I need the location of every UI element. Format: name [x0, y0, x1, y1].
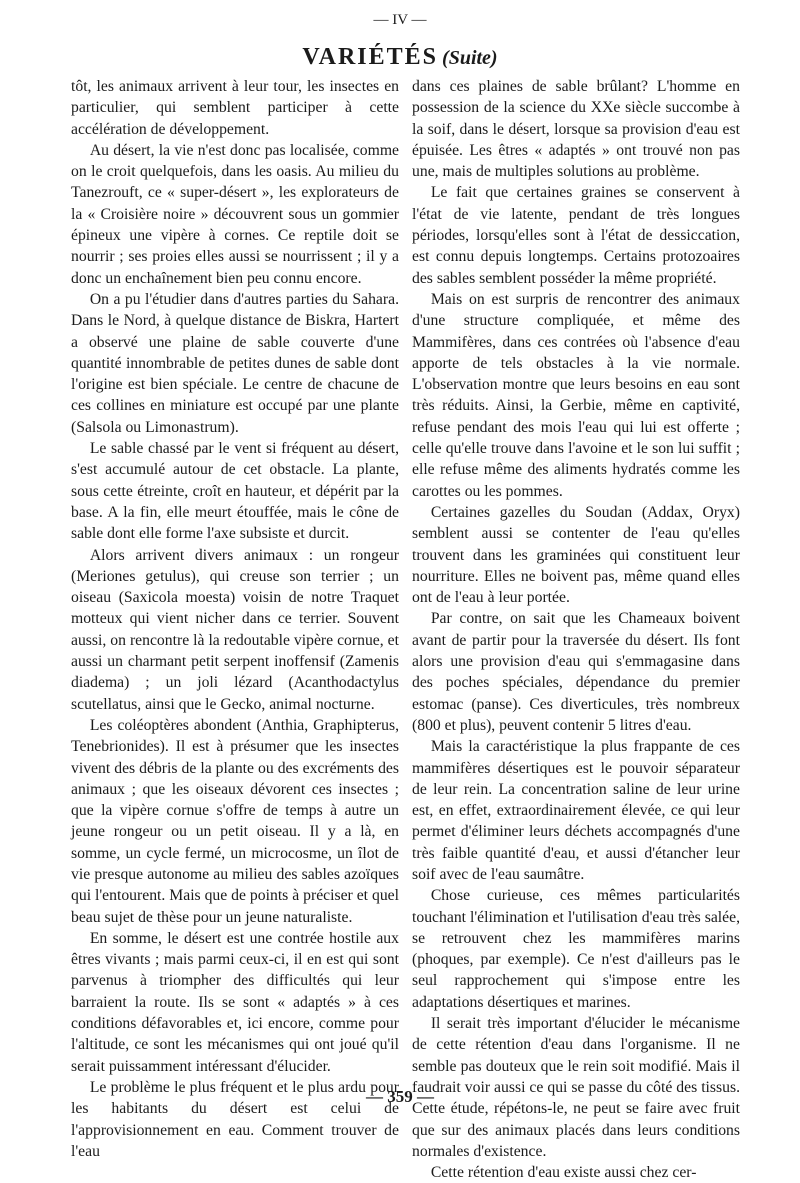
- page-number: — 359 —: [366, 1087, 434, 1106]
- paragraph: Mais la caractéristique la plus frappante de ces mammifères désertiques est le pouvoir séparateur de leur rein. La concentration saline de leur urine est, en effet, extraordinairement élevée, ce qui leur permet d'éliminer leurs déchets accompagnés d'une très faible quantité d'eau, et aussi d'étancher leur soif avec de l'eau saumâtre.: [412, 738, 740, 883]
- paragraph: On a pu l'étudier dans d'autres parties du Sahara. Dans le Nord, à quelque distance de Biskra, Hartert a observé une plaine de sable couverte d'une quantité innombrable de petites dunes de sable dont l'origine est bien spéciale. Le centre de chacune de ces collines en miniature est occupé par une plante (Salsola ou Limonastrum).: [71, 290, 399, 436]
- title-main: VARIÉTÉS: [302, 44, 439, 70]
- paragraph: Les coléoptères abondent (Anthia, Graphipterus, Tenebrionides). Il est à présumer que les insectes vivent des débris de la plante ou des excréments des animaux ; que les oiseaux dévorent ces insectes ; que la vipère cornue s'offre de temps à autre un jeune rongeur ou un petit oiseau. Il y a là, en somme, un cycle fermé, un microcosme, un îlot de vie presque autonome au milieu des sables azoïques qui l'entourent. Mais que de points à préciser et quel beau sujet de thèse pour un jeune naturaliste.: [71, 716, 399, 926]
- paragraph: tôt, les animaux arrivent à leur tour, les insectes en particulier, qui semblent participer à cette accélération de développement.: [71, 78, 399, 138]
- paragraph: Mais on est surpris de rencontrer des animaux d'une structure compliquée, et même des Mammifères, dans ces contrées où l'absence d'eau apporte de tels obstacles à la vie normale. L'observation montre que leurs besoins en eau sont très réduits. Ainsi, la Gerbie, même en captivité, refuse pendant des mois l'eau qui lui est offerte ; celle qu'elle trouve dans l'avoine et le son lui suffit ; elle refuse même des aliments hydratés comme les carottes ou les pommes.: [412, 290, 740, 500]
- paragraph: Chose curieuse, ces mêmes particularités touchant l'élimination et l'utilisation d'eau très salée, se retrouvent chez les mammifères marins (phoques, par exemple). Ce n'est d'ailleurs pas le seul rapprochement qui s'impose entre les adaptations désertiques et marines.: [412, 887, 740, 1011]
- paragraph: Le problème le plus fréquent et le plus ardu pour les habitants du désert est celui de l'approvisionnement en eau. Comment trouver de l'eau: [71, 1078, 399, 1160]
- title-subtitle: (Suite): [442, 47, 498, 69]
- paragraph: Au désert, la vie n'est donc pas localisée, comme on le croit quelquefois, dans les oasis. Au milieu du Tanezrouft, ce « super-désert », les explorateurs de la « Croisière noire » découvrent sous un gommier épineux une vipère à cornes. Ce reptile doit se nourrir ; ses proies elles aussi se nourrissent ; il y a donc un enchaînement bien peu connu encore.: [71, 141, 399, 287]
- paragraph: Certaines gazelles du Soudan (Addax, Oryx) semblent aussi se contenter de l'eau qu'elles trouvent dans les graminées qui constituent leur nourriture. Elles ne boivent pas, même quand elles ont de l'eau à leur portée.: [412, 503, 740, 607]
- paragraph: Le fait que certaines graines se conservent à l'état de vie latente, pendant de très longues périodes, lorsqu'elles sont à l'état de dessiccation, est connu depuis longtemps. Certains protozoaires des sables semblent posséder la même propriété.: [412, 184, 740, 287]
- paragraph: Cette rétention d'eau existe aussi chez cer-: [430, 1164, 697, 1182]
- right-column: [412, 76, 740, 1183]
- section-title: [0, 44, 800, 71]
- page-marker: — IV —: [373, 12, 427, 28]
- left-column: [71, 76, 399, 1162]
- paragraph: dans ces plaines de sable brûlant? L'homme en possession de la science du XXe siècle succombe à la soif, dans le désert, lorsque sa provision d'eau est épuisée. Les êtres « adaptés » ont trouvé non pas une, mais de multiples solutions au problème.: [412, 78, 740, 181]
- paragraph: Il serait très important d'élucider le mécanisme de cette rétention d'eau dans l'organisme. Il ne semble pas douteux que le rein soit modifié. Mais il faudrait voir aussi ce qui se passe du côté des tissus. Cette étude, répétons-le, ne peut se faire avec fruit que sur des animaux placés dans leurs conditions normales d'existence.: [412, 1015, 740, 1160]
- paragraph: Le sable chassé par le vent si fréquent au désert, s'est accumulé autour de cet obstacle. La plante, sous cette étreinte, croît en hauteur, et dépérit par la base. A la fin, elle meurt étouffée, mais le cône de sable dont elle forme l'axe subsiste et durcit.: [71, 440, 399, 543]
- paragraph: En somme, le désert est une contrée hostile aux êtres vivants ; mais parmi ceux-ci, il en est qui sont parvenus à triompher des difficultés qui leur barraient la route. Ils se sont « adaptés » à ces conditions défavorables et, ici encore, comme pour l'altitude, ce sont les mécanismes qui ont joué qu'il serait puissamment intéressant d'élucider.: [71, 929, 399, 1075]
- paragraph: Par contre, on sait que les Chameaux boivent avant de partir pour la traversée du désert. Ils font alors une provision d'eau qui s'emmagasine dans des poches spéciales, dépendance du premier estomac (panse). Ces diverticules, très nombreux (800 et plus), peuvent contenir 5 litres d'eau.: [412, 610, 740, 734]
- paragraph: Alors arrivent divers animaux : un rongeur (Meriones getulus), qui creuse son terrier ; un oiseau (Saxicola moesta) voisin de notre Traquet motteux qui vient nicher dans ce terrier. Souvent aussi, on rencontre là la redoutable vipère cornue, et aussi un charmant petit serpent inoffensif (Zamenis diadema) ; un joli lézard (Acanthodactylus scutellatus, ainsi que le Gecko, animal nocturne.: [71, 546, 399, 713]
